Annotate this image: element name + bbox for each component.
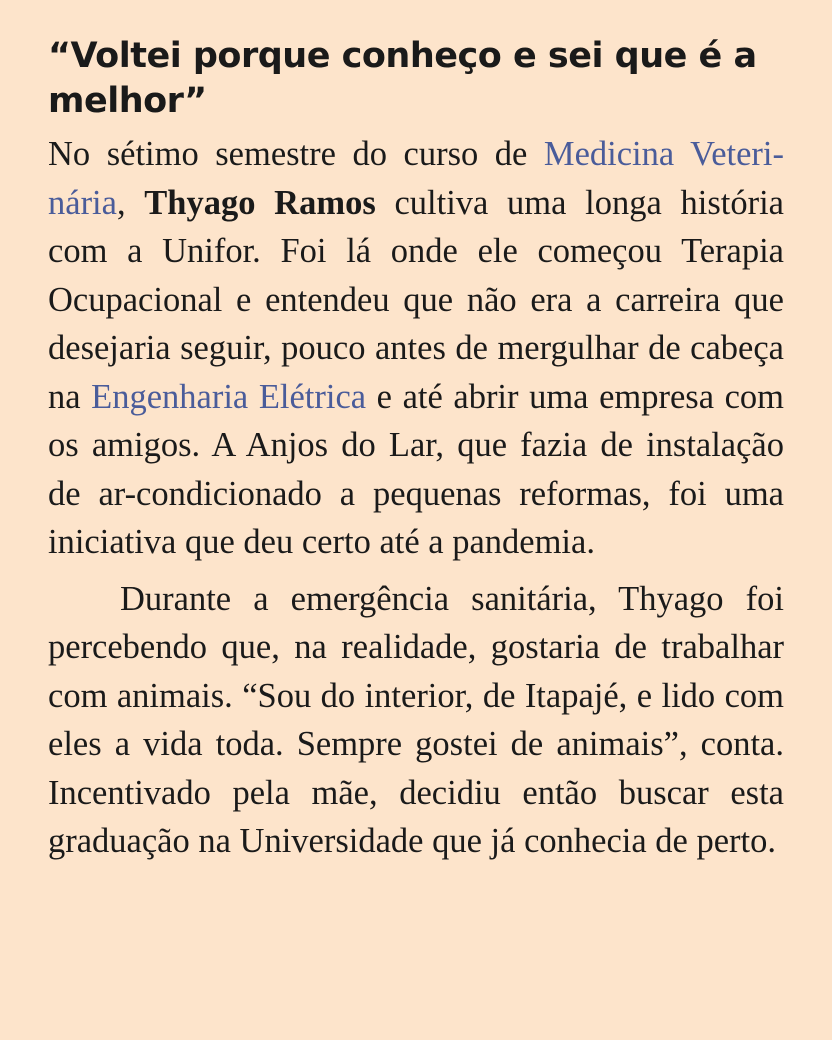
paragraph-2: Durante a emergência sanitária, Thyago foi percebendo que, na realidade, gostaria de trabalhar com animais. “Sou do interior, de Itapajé, e lido com eles a vida toda. Sempre gostei de animais”, conta. Incentivado pela mãe, decidiu então buscar esta graduação na Universidade que já conhecia de perto. xyxy=(48,579,784,860)
paragraph-1-text-d: e até abrir uma empresa com os amigos. A Anjos do Lar, que fazia de instalação de ar-condicionado a pequenas reformas, foi uma iniciativa que deu certo até a pandemia. xyxy=(48,377,784,561)
course-link-engenharia-eletrica[interactable]: Engenharia Elétrica xyxy=(91,377,367,416)
paragraph-1-text-c: cultiva uma longa história com a Unifor. Foi lá onde ele começou Terapia Ocupacional e entendeu que não era a carreira que desejaria seguir, pouco antes de mergulhar de cabeça na xyxy=(48,183,784,416)
person-name: Thyago Ramos xyxy=(144,183,376,222)
paragraph-1-text-a: No sétimo semestre do curso de xyxy=(48,135,544,173)
article-heading: “Voltei porque conheço e sei que é a melhor” xyxy=(48,36,757,121)
paragraph-1 xyxy=(48,130,784,567)
course-link-medicina-veterinaria[interactable]: Medicina Veterinária xyxy=(48,135,784,222)
paragraph-1-text-b: , xyxy=(116,183,145,222)
article-box xyxy=(48,34,784,866)
